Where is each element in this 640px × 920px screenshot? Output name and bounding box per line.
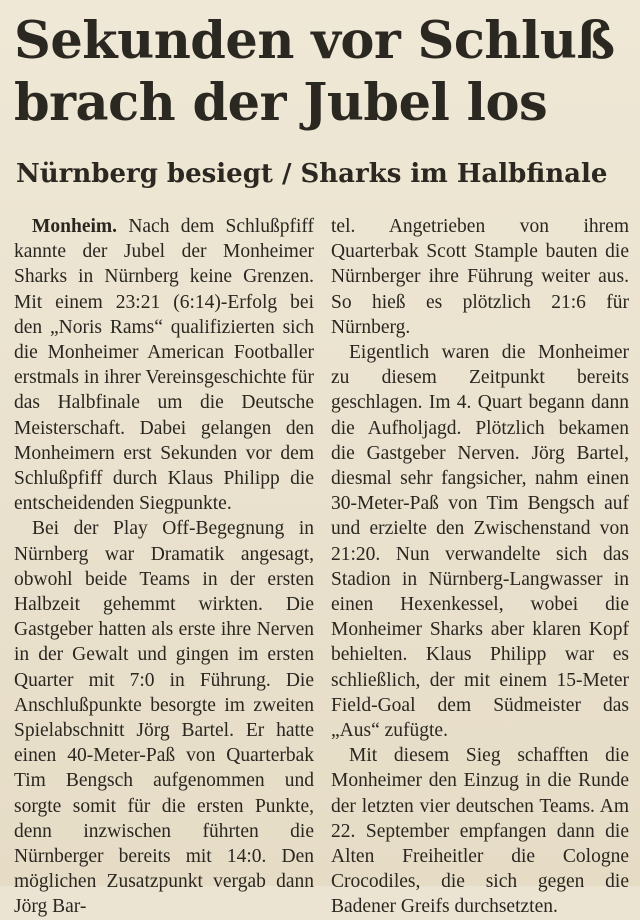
subheadline: Nürnberg besiegt / Sharks im Halbfinale — [16, 159, 608, 189]
paragraph: Eigentlich waren die Monheimer zu diesem Zeitpunkt bereits geschlagen. Im 4. Quart begann dann die Aufholjagd. Plötzlich bekamen die Gastgeber Nerven. Jörg Bartel, diesmal sehr fangsicher, nahm einen 30-Meter-Paß von Tim Bengsch auf und erzielte den Zwischenstand von 21:20. Nun verwandelte sich das Stadion in Nürnberg-Langwasser in einen Hexenkessel, wobei die Monheimer Sharks aber klaren Kopf behielten. Klaus Philipp war es schließlich, der mit einem 15-Meter Field-Goal dem Südmeister das „Aus“ zufügte. — [331, 342, 629, 742]
article-column-right — [331, 214, 629, 920]
paragraph-text: Nach dem Schlußpfiff kannte der Jubel der Monheimer Sharks in Nürnberg keine Grenzen. Mit einem 23:21 (6:14)-Erfolg bei den „Noris Rams“ qualifizierten sich die Monheimer American Footballer erstmals in ihrer Vereinsgeschichte für das Halbfinale um die Deutsche Meisterschaft. Dabei gelangen den Monheimern erst Sekunden vor dem Schlußpfiff durch Klaus Philipp die entscheidenden Siegpunkte. — [14, 216, 315, 515]
paragraph — [14, 214, 314, 516]
article-column-left — [14, 214, 314, 920]
paragraph: Mit diesem Sieg schafften die Monheimer den Einzug in die Runde der letzten vier deutschen Teams. Am 22. September empfangen dann die Alten Freiheitler die Cologne Crocodiles, die sich gegen die Badener Greifs durchsetzten. — [331, 745, 629, 918]
paragraph: Bei der Play Off-Begegnung in Nürnberg war Dramatik angesagt, obwohl beide Teams in der ersten Halbzeit gehemmt wirkten. Die Gastgeber hatten als erste ihre Nerven in der Gewalt und gingen im ersten Quarter mit 7:0 in Führung. Die Anschlußpunkte besorgte im zweiten Spielabschnitt Jörg Bartel. Er hatte einen 40-Meter-Paß von Quarterbak Tim Bengsch aufgenommen und sorgte somit für die ersten Punkte, denn inzwischen führten die Nürnberger bereits mit 14:0. Den möglichen Zusatzpunkt vergab dann Jörg Bar- — [14, 518, 314, 918]
headline — [14, 10, 629, 134]
dateline: Monheim. — [32, 216, 118, 237]
headline-line-2: brach der Jubel los — [14, 73, 548, 133]
headline-line-1: Sekunden vor Schluß — [14, 11, 615, 71]
paragraph: tel. Angetrieben von ihrem Quarterbak Scott Stample bauten die Nürnberger ihre Führung weiter aus. So hieß es plötzlich 21:6 für Nürnberg. — [331, 216, 629, 338]
